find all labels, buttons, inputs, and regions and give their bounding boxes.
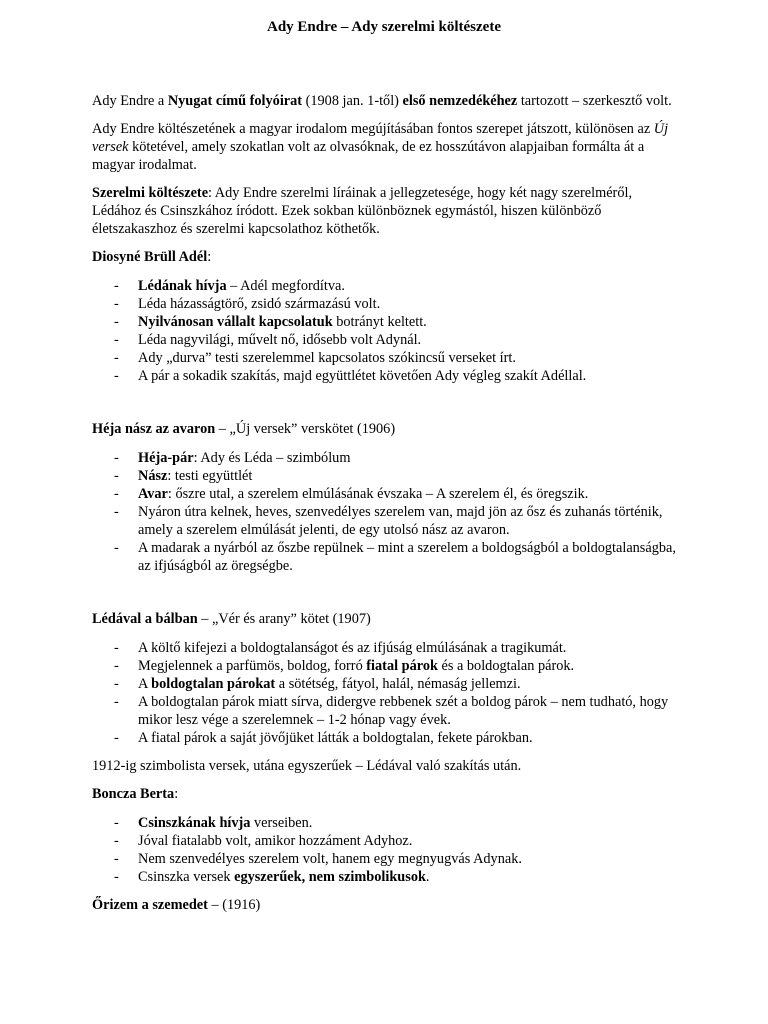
text-run: A fiatal párok a saját jövőjüket látták a boldogtalan, fekete párokban. — [138, 730, 533, 746]
list-item — [92, 657, 676, 675]
bold-text: boldogtalan párokat — [151, 676, 276, 692]
list-item — [92, 449, 676, 467]
list-item — [92, 503, 676, 539]
text-run: a sötétség, fátyol, halál, némaság jellemzi. — [275, 676, 521, 692]
text-run: Nyáron útra kelnek, heves, szenvedélyes szerelem van, majd jön az ősz és zuhanás történik, amely a szerelem elmúlását jelenti, de egy utolsó nász az avaron. — [138, 504, 663, 538]
text-run: Nem szenvedélyes szerelem volt, hanem egy megnyugvás Adynak. — [138, 851, 522, 867]
bullet-dash: - — [114, 350, 119, 366]
intro-paragraph — [92, 120, 676, 174]
text-run: A költő kifejezi a boldogtalanságot és az ifjúság elmúlásának a tragikumát. — [138, 640, 567, 656]
final-heading — [92, 896, 676, 914]
text-run: A — [138, 676, 152, 692]
text-run: – Adél megfordítva. — [226, 278, 345, 294]
bold-text: egyszerűek, nem szimbolikusok — [234, 869, 426, 885]
text-run: és a boldogtalan párok. — [437, 658, 575, 674]
list-item — [92, 729, 676, 747]
bullet-dash: - — [114, 278, 119, 294]
list-item — [92, 313, 676, 331]
list-item — [92, 832, 676, 850]
text-run: : Ady Endre szerelmi líráinak a jellegzetesége, hogy két nagy szerelméről, Lédához és Csinszkához íródott. Ezek sokban különböznek egymástól, hiszen különböző életszakaszhoz és szerelmi kapcsolathoz köthetők. — [92, 185, 633, 237]
bold-text: Lédával a bálban — [92, 611, 198, 627]
list-item — [92, 331, 676, 349]
text-run: verseiben. — [250, 815, 313, 831]
text-run: A boldogtalan párok miatt sírva, didergve rebbenek szét a boldog párok – nem tudható, hogy mikor lesz vége a szerelemnek – 1-2 hónap vagy évek. — [138, 694, 669, 728]
text-run: – „Új versek” verskötet (1906) — [215, 421, 396, 437]
list-item — [92, 814, 676, 832]
bullet-list — [92, 449, 676, 575]
bold-text: Boncza Berta — [92, 786, 175, 802]
bold-text: első nemzedékéhez — [402, 93, 518, 109]
text-run: 1912-ig szimbolista versek, utána egyszerűek – Lédával való szakítás után. — [92, 758, 522, 774]
bullet-dash: - — [114, 332, 119, 348]
text-run: Jóval fiatalabb volt, amikor hozzáment Adyhoz. — [138, 833, 413, 849]
bullet-dash: - — [114, 640, 119, 656]
bullet-list — [92, 277, 676, 385]
list-item — [92, 485, 676, 503]
bullet-dash: - — [114, 869, 119, 885]
section-note — [92, 757, 676, 775]
bold-text: Héja-pár — [138, 450, 194, 466]
text-run: Ady Endre költészetének a magyar irodalom megújításában fontos szerepet játszott, különösen az — [92, 121, 654, 137]
bullet-dash: - — [114, 676, 119, 692]
text-run: A madarak a nyárból az őszbe repülnek – mint a szerelem a boldogságból a boldogtalanságba, az ifjúságból az öregségbe. — [138, 540, 676, 574]
text-run: Ady „durva” testi szerelemmel kapcsolatos szókincsű verseket írt. — [138, 350, 516, 366]
bullet-list — [92, 639, 676, 747]
bold-text: Nyilvánosan vállalt kapcsolatuk — [138, 314, 333, 330]
section-heja-nasz — [92, 420, 676, 575]
list-item — [92, 850, 676, 868]
list-item — [92, 295, 676, 313]
text-run: tartozott – szerkesztő volt. — [517, 93, 672, 109]
bold-text: Szerelmi költészete — [92, 185, 209, 201]
text-run: – „Vér és arany” kötet (1907) — [197, 611, 371, 627]
bold-text: Héja nász az avaron — [92, 421, 216, 437]
bullet-list — [92, 814, 676, 886]
bold-text: fiatal párok — [366, 658, 438, 674]
text-run: . — [425, 869, 430, 885]
bullet-dash: - — [114, 314, 119, 330]
intro-paragraph — [92, 92, 676, 110]
bullet-dash: - — [114, 450, 119, 466]
bullet-dash: - — [114, 658, 119, 674]
text-run: : testi együttlét — [167, 468, 253, 484]
text-run: : — [207, 249, 212, 265]
text-run: (1908 jan. 1-től) — [302, 93, 403, 109]
bullet-dash: - — [114, 694, 119, 710]
bullet-dash: - — [114, 851, 119, 867]
list-item — [92, 868, 676, 886]
list-item — [92, 277, 676, 295]
text-run: Csinszka versek — [138, 869, 235, 885]
text-run: Megjelennek a parfümös, boldog, forró — [138, 658, 367, 674]
intro-paragraph — [92, 184, 676, 238]
section-heading — [92, 248, 676, 266]
text-run: Léda nagyvilági, művelt nő, idősebb volt Adynál. — [138, 332, 422, 348]
text-run: : — [174, 786, 179, 802]
bullet-dash: - — [114, 468, 119, 484]
text-run: Léda házasságtörő, zsidó származású volt. — [138, 296, 381, 312]
intro-block — [92, 92, 676, 238]
list-item — [92, 467, 676, 485]
bold-text: Nyugat című folyóirat — [167, 93, 303, 109]
bullet-dash: - — [114, 540, 119, 556]
list-item — [92, 639, 676, 657]
bullet-dash: - — [114, 833, 119, 849]
bullet-dash: - — [114, 296, 119, 312]
text-run: : Ady és Léda – szimbólum — [193, 450, 351, 466]
list-item — [92, 539, 676, 575]
bullet-dash: - — [114, 504, 119, 520]
bullet-dash: - — [114, 730, 119, 746]
bullet-dash: - — [114, 486, 119, 502]
list-item — [92, 675, 676, 693]
bold-text: Avar — [138, 486, 168, 502]
text-run: A pár a sokadik szakítás, majd együttlétet követően Ady végleg szakít Adéllal. — [138, 368, 587, 384]
section-heading — [92, 610, 676, 628]
section-ledaval-a-balban — [92, 610, 676, 775]
italic-text: Új versek — [92, 121, 669, 155]
text-run: – (1916) — [207, 897, 261, 913]
section-csinszka — [92, 785, 676, 886]
list-item — [92, 367, 676, 385]
list-item — [92, 693, 676, 729]
list-item — [92, 349, 676, 367]
text-run: kötetével, amely szokatlan volt az olvasóknak, de ez hosszútávon alapjaiban formálta át a magyar irodalmat. — [92, 139, 645, 173]
bold-text: Diosyné Brüll Adél — [92, 249, 208, 265]
text-run: botrányt keltett. — [332, 314, 427, 330]
bold-text: Nász — [138, 468, 168, 484]
bold-text: Őrizem a szemedet — [92, 897, 208, 913]
bullet-dash: - — [114, 815, 119, 831]
text-run: Ady Endre a — [92, 93, 168, 109]
section-heading — [92, 420, 676, 438]
bold-text: Lédának hívja — [138, 278, 227, 294]
section-heading — [92, 785, 676, 803]
section-leda — [92, 248, 676, 385]
bold-text: Csinszkának hívja — [138, 815, 251, 831]
text-run: : őszre utal, a szerelem elmúlásának évszaka – A szerelem él, és öregszik. — [167, 486, 589, 502]
bullet-dash: - — [114, 368, 119, 384]
document-title: Ady Endre – Ady szerelmi költészete — [266, 19, 501, 35]
